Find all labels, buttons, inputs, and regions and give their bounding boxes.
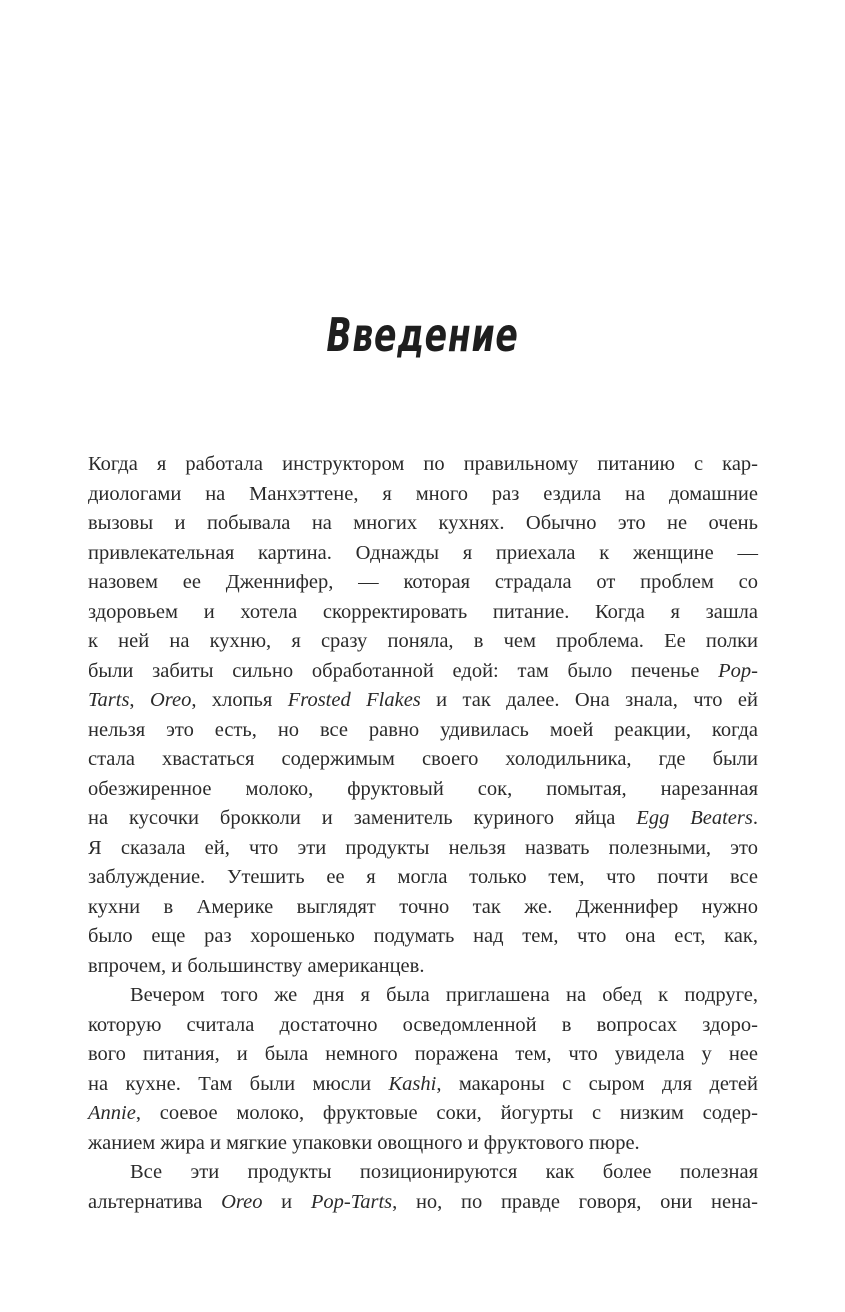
text-line [88,480,758,510]
body-text [88,450,758,1217]
text-line [88,1040,758,1070]
text-run: стала хвастаться содержимым своего холодильника, где были [88,748,758,770]
text-run: альтернатива [88,1190,222,1213]
italic-brand-name: Oreo [149,689,192,711]
text-run: Когда я работала инструктором по правильному питанию с кар- [88,453,758,475]
text-run: Все эти продукты позиционируются как более полезная [130,1161,758,1183]
text-line [88,539,758,569]
text-run: назовем ее Дженнифер, — которая страдала от проблем со [88,571,758,593]
text-line [88,450,758,480]
text-run: . [752,807,758,829]
text-run: вого питания, и была немного поражена тем, что увидела у нее [88,1043,758,1065]
text-line [88,952,758,982]
text-line [88,686,758,716]
text-run: , макароны с сыром для детей [436,1072,758,1095]
text-run: Я сказала ей, что эти продукты нельзя назвать полезными, это [88,836,758,859]
text-run: жанием жира и мягкие упаковки овощного и фруктового пюре. [88,1131,640,1154]
text-run: здоровьем и хотела скорректировать питание. Когда я зашла [88,600,758,623]
text-line [88,1158,758,1188]
text-line [88,834,758,864]
text-run: диологами на Манхэттене, я много раз ездила на домашние [88,482,758,505]
text-run: , хлопья [191,689,288,711]
text-run: на кусочки брокколи и заменитель куриного яйца [88,807,637,829]
text-line [88,598,758,628]
text-run: кухни в Америке выглядят точно так же. Дженнифер нужно [88,895,758,918]
italic-brand-name: Tarts [88,689,130,711]
text-line [88,981,758,1011]
text-line [88,1188,758,1218]
text-run: впрочем, и большинству американцев. [88,954,425,977]
italic-brand-name: Pop-Tarts [310,1190,393,1213]
italic-brand-name: Kashi [388,1072,437,1095]
text-run: которую считала достаточно осведомленной в вопросах здоро- [88,1013,758,1036]
text-line [88,863,758,893]
text-run: привлекательная картина. Однажды я приехала к женщине — [88,541,758,564]
text-run: , [129,689,150,711]
italic-brand-name: Pop- [718,659,758,682]
chapter-title-text: Введение [326,308,519,362]
text-run: были забиты сильно обработанной едой: там было печенье [88,659,719,682]
italic-brand-name: Annie [88,1102,136,1124]
text-run: и [262,1190,311,1213]
chapter-title [0,308,845,362]
text-run: Вечером того же дня я была приглашена на обед к подруге, [130,984,758,1006]
text-line [88,1070,758,1100]
text-line [88,922,758,952]
text-run: обезжиренное молоко, фруктовый сок, помытая, нарезанная [88,777,758,800]
text-run: заблуждение. Утешить ее я могла только тем, что почти все [88,866,758,888]
text-run: вызовы и побывала на многих кухнях. Обычно это не очень [88,512,758,534]
italic-brand-name: Egg Beaters [636,807,753,829]
italic-brand-name: Oreo [221,1190,263,1213]
text-line [88,657,758,687]
text-line [88,745,758,775]
text-line [88,775,758,805]
text-line [88,568,758,598]
text-run: на кухне. Там были мюсли [88,1072,389,1095]
text-line [88,1129,758,1159]
text-line [88,627,758,657]
text-run: нельзя это есть, но все равно удивилась моей реакции, когда [88,718,758,741]
text-run: было еще раз хорошенько подумать над тем, что она ест, как, [88,925,758,947]
italic-brand-name: Frosted Flakes [287,689,421,711]
text-line [88,804,758,834]
text-line [88,893,758,923]
text-run: и так далее. Она знала, что ей [420,689,759,711]
text-run: , соевое молоко, фруктовые соки, йогурты с низким содер- [135,1102,758,1124]
text-line [88,509,758,539]
text-line [88,716,758,746]
text-run: , но, по правде говоря, они нена- [392,1190,758,1213]
text-run: к ней на кухню, я сразу поняла, в чем проблема. Ее полки [88,630,758,652]
text-line [88,1011,758,1041]
text-line [88,1099,758,1129]
